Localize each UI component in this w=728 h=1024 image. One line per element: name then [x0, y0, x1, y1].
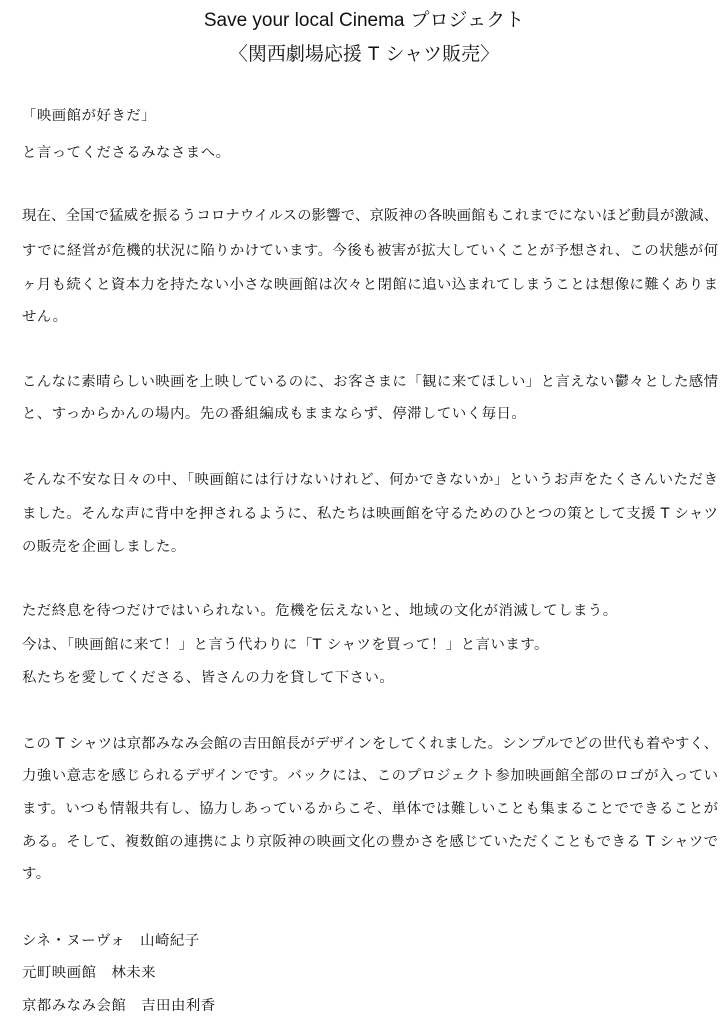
body-line: 「映画館が好きだ」 [22, 108, 157, 124]
body-line: ヶ月も続くと資本力を持たない小さな映画館は次々と閉館に追い込まれてしまうことは想像に難くありま [22, 277, 718, 293]
signature-theater: 京都みなみ会館 [22, 998, 127, 1014]
signature-line [22, 931, 200, 951]
title-latin: Save your local Cinema [203, 10, 405, 31]
body-line: すでに経営が危機的状況に陥りかけています。今後も被害が拡大していくことが予想され、この状態が何 [22, 243, 718, 259]
body-line: ある。そして、複数館の連携により京阪神の映画文化の豊かさを感じていただくこともできる T シャツで [22, 834, 718, 850]
body-line: 今は、「映画館に来て！」と言う代わりに「T シャツを買って！」と言います。 [22, 637, 549, 653]
body-line: と言ってくださるみなさまへ。 [22, 145, 231, 161]
subtitle-close: シャツ販売〉 [385, 43, 500, 65]
body-line: 私たちを愛してくださる、皆さんの力を貸して下さい。 [22, 670, 395, 686]
subtitle-open: 〈関西劇場応援 [228, 43, 362, 65]
signature-line [22, 996, 216, 1016]
body-line: と、すっからかんの場内。先の番組編成もままならず、停滞していく毎日。 [22, 406, 527, 422]
signature-name: 林未来 [111, 965, 157, 981]
body-line: ただ終息を待つだけではいられない。危機を伝えないと、地域の文化が消滅してしまう。 [22, 603, 618, 619]
body-line: す。 [22, 866, 51, 882]
signature-name: 山崎紀子 [140, 933, 200, 949]
document-title [0, 8, 728, 33]
body-line: ました。そんな声に背中を押されるように、私たちは映画館を守るためのひとつの策として支援 T シャツ [22, 506, 718, 522]
body-line: ます。いつも情報共有し、協力しあっているからこそ、単体では難しいことも集まることでできることが [22, 801, 718, 817]
signature-name: 吉田由利香 [141, 998, 216, 1014]
body-line: こんなに素晴らしい映画を上映しているのに、お客さまに「観に来てほしい」と言えない鬱々とした感情 [22, 374, 718, 390]
signature-theater: 元町映画館 [22, 965, 97, 981]
signature-theater: シネ・ヌーヴォ [22, 933, 126, 949]
body-line: そんな不安な日々の中、「映画館には行けないけれど、何かできないか」というお声をたくさんいただき [22, 472, 718, 488]
title-jp: プロジェクト [410, 9, 525, 31]
body-line: 力強い意志を感じられるデザインです。バックには、このプロジェクト参加映画館全部のロゴが入ってい [22, 768, 718, 784]
signature-line [22, 963, 156, 983]
subtitle-t: T [367, 44, 380, 65]
document-subtitle [0, 42, 728, 67]
body-line: せん。 [22, 309, 68, 325]
body-line: 現在、全国で猛威を振るうコロナウイルスの影響で、京阪神の各映画館もこれまでにないほど動員が激減、 [22, 208, 718, 224]
body-line: この T シャツは京都みなみ会館の吉田館長がデザインをしてくれました。シンプルでどの世代も着やすく、 [22, 736, 718, 752]
body-line: の販売を企画しました。 [22, 539, 186, 555]
